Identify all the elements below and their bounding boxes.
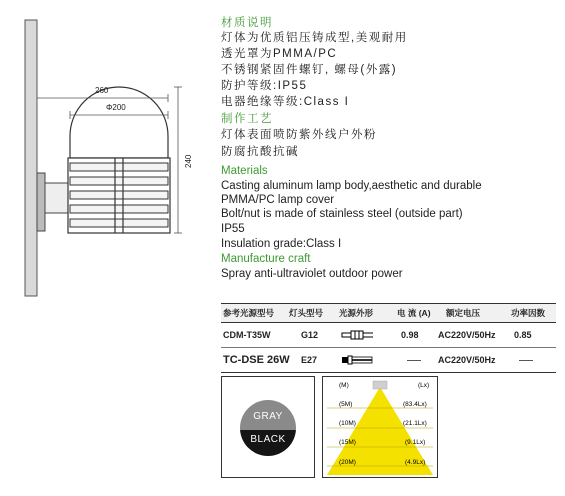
lux-row-value: (9.1Lx) — [405, 439, 426, 446]
en-material-line: PMMA/PC lamp cover — [221, 194, 335, 206]
table-header-row — [221, 303, 556, 323]
lux-row-distance: (15M) — [339, 439, 356, 446]
empty-pf-dash — [519, 355, 533, 365]
lamp-voltage: AC220V/50Hz — [438, 355, 496, 365]
dimension-height-label: 240 — [184, 154, 193, 168]
cn-material-line: 电器绝缘等级:Class I — [221, 96, 350, 108]
lux-header-distance: (M) — [339, 382, 349, 389]
cn-material-line: 不锈钢紧固件螺钉, 螺母(外露) — [221, 64, 398, 76]
cn-material-title: 材质说明 — [221, 17, 273, 29]
dimension-width-label: 260 — [95, 86, 109, 95]
lux-row-distance: (10M) — [339, 420, 356, 427]
empty-current-dash — [407, 355, 421, 365]
finish-color-swatch — [222, 377, 314, 477]
gray-label: GRAY — [253, 411, 283, 422]
en-materials-title: Materials — [221, 165, 268, 177]
finish-color-box — [221, 376, 315, 478]
cfl-lamp-icon — [341, 355, 375, 365]
lamp-spec-table — [221, 303, 556, 373]
cn-craft-title: 制作工艺 — [221, 113, 273, 125]
wall — [25, 20, 37, 296]
en-material-line: Bolt/nut is made of stainless steel (outside part) — [221, 208, 463, 220]
lamp-technical-drawing — [20, 18, 195, 298]
en-material-line: Casting aluminum lamp body,aesthetic and durable — [221, 180, 482, 192]
table-header-cell: 额定电压 — [446, 308, 481, 318]
cn-material-line: 防护等级:IP55 — [221, 80, 308, 92]
lamp-current: 0.98 — [401, 330, 419, 340]
en-craft-line: Spray anti-ultraviolet outdoor power — [221, 268, 403, 280]
arm — [45, 183, 68, 213]
black-label: BLACK — [250, 434, 286, 445]
table-row — [221, 323, 556, 348]
table-header-cell: 功率因数 — [511, 308, 546, 318]
mounting-plate — [37, 173, 45, 231]
lux-row-distance: (5M) — [339, 401, 353, 408]
lamp-model: CDM-T35W — [223, 330, 271, 340]
lux-row-distance: (20M) — [339, 459, 356, 466]
en-craft-title: Manufacture craft — [221, 253, 311, 265]
table-header-cell: 电 流 (A) — [397, 308, 431, 318]
cn-craft-line: 灯体表面喷防紫外线户外粉 — [221, 129, 377, 141]
lux-row-value: (21.1Lx) — [403, 420, 427, 427]
lamp-model: TC-DSE 26W — [223, 354, 290, 366]
illuminance-chart — [322, 376, 438, 478]
lamp-base: G12 — [301, 330, 319, 340]
cn-craft-line: 防腐抗酸抗碱 — [221, 146, 299, 158]
lux-row-value: (83.4Lx) — [403, 401, 427, 408]
table-header-cell: 光源外形 — [339, 308, 374, 318]
cn-material-line: 透光罩为PMMA/PC — [221, 48, 338, 60]
table-header-cell: 参考光源型号 — [223, 308, 275, 318]
table-header-cell: 灯头型号 — [289, 308, 324, 318]
cdm-lamp-icon — [341, 330, 375, 340]
lamp-base: E27 — [301, 355, 318, 365]
lamp-power-factor: 0.85 — [514, 330, 532, 340]
cn-material-line: 灯体为优质铝压铸成型,美观耐用 — [221, 32, 408, 44]
en-material-line: IP55 — [221, 223, 245, 235]
dimension-diameter-label: Φ200 — [106, 103, 126, 112]
lux-header-lux: (Lx) — [418, 382, 430, 389]
lamp-voltage: AC220V/50Hz — [438, 330, 496, 340]
dimension-height — [174, 87, 182, 233]
table-row — [221, 348, 556, 373]
lux-row-value: (4.9Lx) — [405, 459, 426, 466]
en-material-line: Insulation grade:Class I — [221, 238, 342, 250]
